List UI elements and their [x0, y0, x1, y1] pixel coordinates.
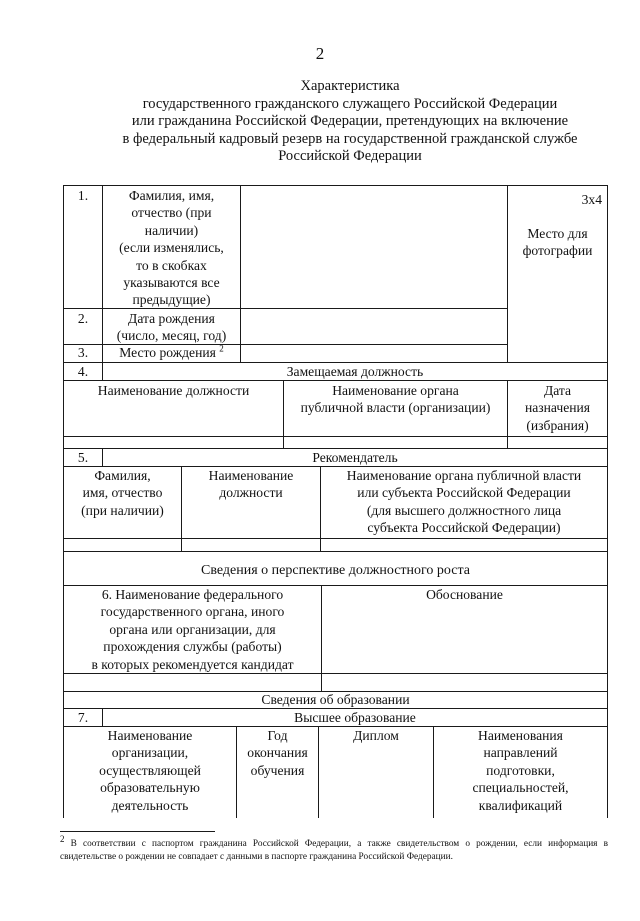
birth-date-label: Дата рождения (число, месяц, год) [116, 311, 227, 344]
diploma-column: Диплом [353, 728, 399, 743]
justification-column: Обоснование [426, 587, 503, 602]
photo-placeholder-label: Место для фотографии [522, 226, 593, 259]
target-organ-value-cell[interactable] [64, 674, 321, 691]
full-name-label: Фамилия, имя, отчество (при наличии) (если изменялись, то в скобках указываются все предыдущие) [119, 188, 224, 308]
recommender-organ-column: Наименование органа публичной власти или субъекта Российской Федерации (для высшего должностного лица субъекта Российской Федерации) [346, 468, 582, 536]
recommender-position-column: Наименование должности [208, 468, 294, 501]
justification-value-cell[interactable] [322, 674, 607, 691]
form-right-border [607, 185, 608, 818]
study-directions-column: Наименования направлений подготовки, специальностей, квалификаций [472, 728, 569, 813]
recommender-header: Рекомендатель [312, 450, 398, 465]
recommender-organ-value-cell[interactable] [321, 539, 607, 551]
recommender-position-value-cell[interactable] [182, 539, 320, 551]
title-line-5: Российской Федерации [278, 148, 422, 165]
education-header: Сведения об образовании [261, 692, 410, 707]
career-prospects-header: Сведения о перспективе должностного роста [201, 563, 470, 578]
page-number: 2 [315, 44, 325, 63]
row-number-4: 4. [77, 364, 89, 379]
row-number-3: 3. [77, 345, 89, 360]
footnote-mark: 2 [60, 833, 65, 844]
title-line-3: или гражданина Российской Федерации, претендующих на включение [131, 113, 569, 130]
graduation-year-column: Год окончания обучения [247, 728, 308, 778]
appointment-date-column: Дата назначения (избрания) [524, 383, 591, 433]
current-position-header: Замещаемая должность [286, 364, 424, 379]
position-title-column: Наименование должности [97, 383, 250, 398]
recommender-name-column: Фамилия, имя, отчество (при наличии) [81, 468, 164, 518]
birth-date-value-cell[interactable] [241, 309, 507, 344]
title-line-1: Характеристика [300, 78, 400, 94]
title-line-2: государственного гражданского служащего Российской Федерации [142, 95, 558, 112]
footnote-reference: 2 [219, 343, 224, 354]
row-number-5: 5. [77, 450, 89, 465]
higher-education-header: Высшее образование [294, 710, 416, 725]
rule [63, 551, 608, 552]
birth-place-value-cell[interactable] [241, 345, 507, 362]
birth-place-label-text: Место рождения [119, 345, 216, 360]
row-number-2: 2. [77, 311, 89, 326]
appointment-date-value-cell[interactable] [508, 437, 607, 448]
education-organization-column: Наименование организации, осуществляющей образовательную деятельность [99, 728, 201, 813]
footnote-divider [60, 831, 215, 832]
footnote [60, 833, 608, 864]
recommender-name-value-cell[interactable] [64, 539, 181, 551]
title-line-4: в федеральный кадровый резерв на государственной гражданской службе [122, 130, 578, 147]
footnote-text: В соответствии с паспортом гражданина Российской Федерации, а также свидетельством о рождении, если информация в свидетельстве о рождении не совпадает с данными в паспорте гражданина Российской Федерации. [60, 839, 608, 863]
row-number-7: 7. [77, 710, 89, 725]
birth-place-label [103, 344, 240, 361]
full-name-value-cell[interactable] [241, 186, 507, 308]
photo-size: 3x4 [581, 192, 602, 207]
organ-column: Наименование органа публичной власти (организации) [300, 383, 491, 416]
rule [507, 185, 508, 362]
row-number-1: 1. [77, 188, 89, 203]
position-title-value-cell[interactable] [64, 437, 283, 448]
organ-value-cell[interactable] [284, 437, 507, 448]
target-organ-column: 6. Наименование федерального государственного органа, иного органа или организации, для прохождения службы (работы) в которых рекомендуется кандидат [91, 587, 294, 672]
